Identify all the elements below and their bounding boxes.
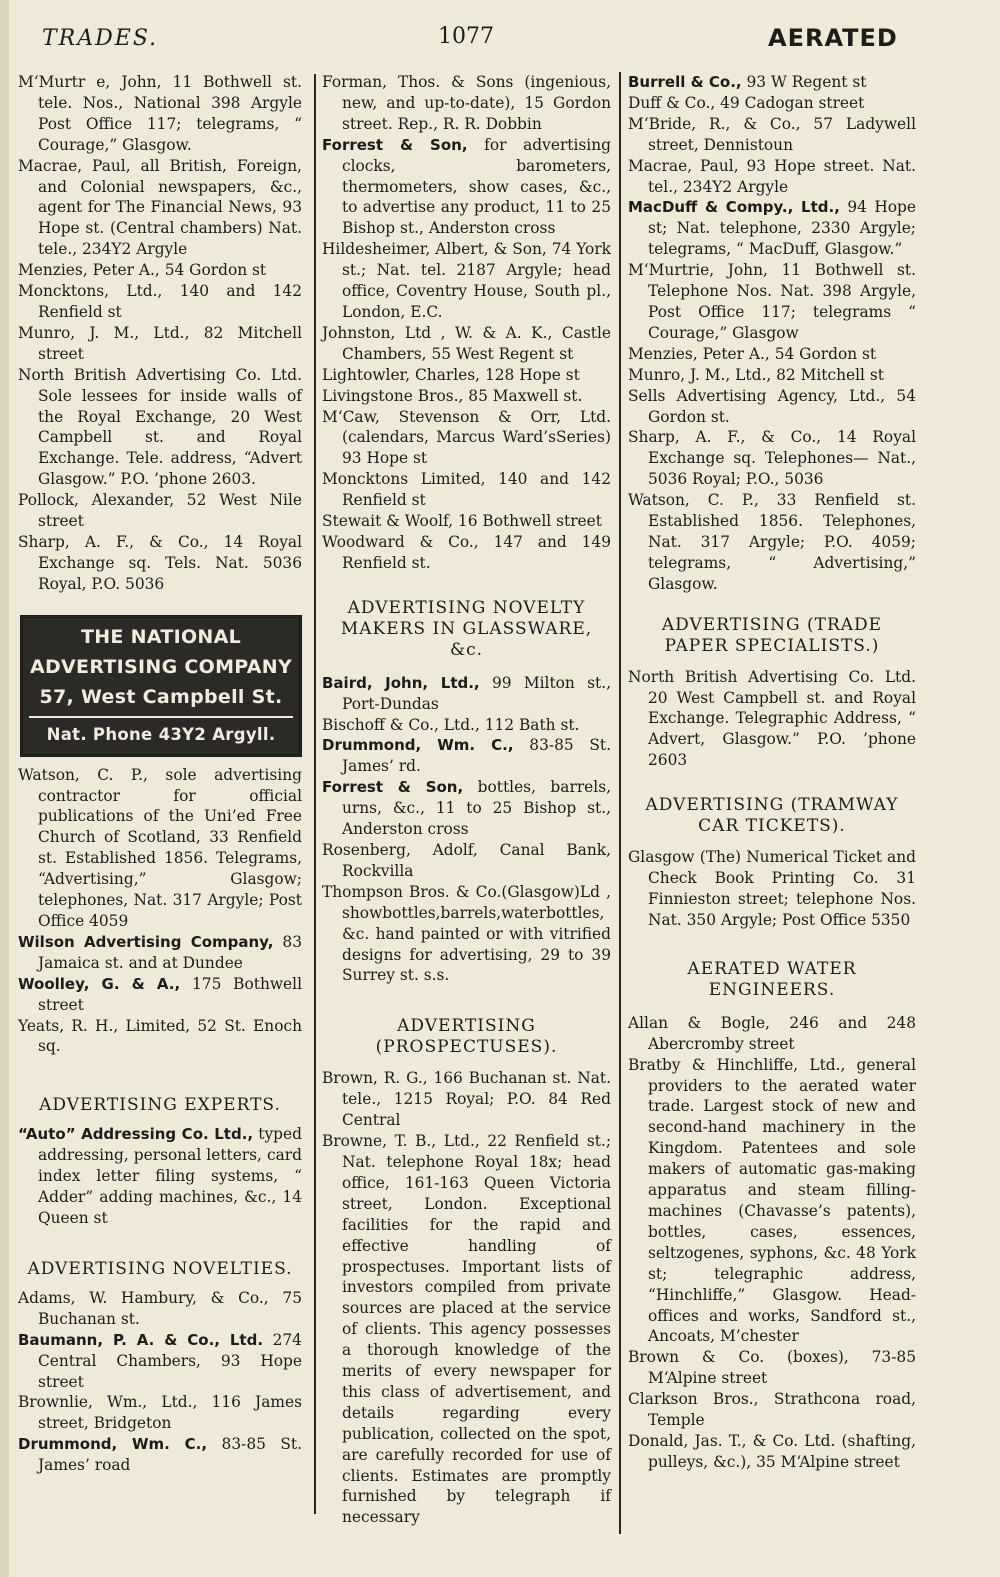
list-item: Clarkson Bros., Strathcona road, Temple [628,1390,916,1430]
list-item: Woodward & Co., 147 and 149 Renfield st. [322,532,611,572]
column-2 [322,72,611,1528]
column-divider-2 [619,72,621,1534]
entry-name: Drummond, Wm. C., [18,1435,208,1454]
list-item: Forman, Thos. & Sons (ingenious, new, and up-to-date), 15 Gordon street. Rep., R. R. Dobbin [322,73,611,133]
header-running-title: AERATED [768,24,898,52]
section-heading: ADVERTISING NOVELTIES. [27,1258,293,1279]
list-item [18,1330,302,1393]
list-item: Hildesheimer, Albert, & Son, 74 York st.; Nat. tel. 2187 Argyle; head office, Coventry House, South pl., London, E.C. [322,240,611,321]
list-item [18,1124,302,1229]
list-item: Johnston, Ltd , W. & A. K., Castle Chambers, 55 West Regent st [322,323,611,363]
page-margin [0,0,9,1577]
column-3 [628,72,916,1473]
list-item: Stewait & Woolf, 16 Bothwell street [322,512,602,531]
list-item: Allan & Bogle, 246 and 248 Abercromby street [628,1013,916,1053]
list-item: Watson, C. P., sole advertising contractor for official publications of the Uni’ed Free Church of Scotland, 33 Renfield st. Established 1856. Telegrams, “Advertising,” Glasgow; telephones, Nat. 317 Argyle; Post Office 4059 [18,765,302,930]
list-item: Watson, C. P., 33 Renfield st. Established 1856. Telephones, Nat. 317 Argyle; P.O. 4059; telegrams, “ Advertising,” Glasgow. [628,491,916,593]
entry-detail: 99 Milton st., Port-Dundas [342,673,611,713]
list-item [322,735,611,777]
section-heading: ADVERTISING (PROSPECTUSES). [375,1016,558,1058]
list-item [18,932,302,974]
list-item: Menzies, Peter A., 54 Gordon st [18,261,267,280]
entry-name: Forrest & Son, [322,778,464,797]
list-item [322,135,611,240]
entry-name: Wilson Advertising Company, [18,932,274,951]
ad-line: THE NATIONAL [80,625,242,648]
entry-detail: 83 Jamaica st. and at Dundee [38,932,302,972]
entry-name: Forrest & Son, [322,135,468,154]
list-item: Moncktons, Ltd., 140 and 142 Renfield st [18,282,302,321]
entry-detail: 274 Central Chambers, 93 Hope street [38,1330,302,1391]
column-divider-1 [314,74,316,1514]
entry-detail: bottles, barrels, urns, &c., 11 to 25 Bishop st., Anderston cross [342,778,611,839]
advertisement-box [20,615,302,757]
list-item: Moncktons Limited, 140 and 142 Renfield st [322,470,611,510]
entry-detail: 175 Bothwell street [38,974,302,1014]
list-item: Browne, T. B., Ltd., 22 Renfield st.; Nat. telephone Royal 18x; head office, 161-163 Queen Victoria street, London. Exceptional facilities for the rapid and effective handling of prospectuses. Important lists of investors compiled from private sources are placed at the service of clients. This agency possesses a thorough knowledge of the merits of every newspaper for this class of advertisement, and details regarding every publication, collected on the spot, are carefully recorded for use of clients. Estimates are promptly furnished by telegraph if necessary [322,1132,611,1527]
list-item: North British Advertising Co. Ltd. 20 West Campbell st. and Royal Exchange. Telegraphic Address, “ Advert, Glasgow.” P.O. ’phone 2603 [628,667,916,770]
list-item: Munro, J. M., Ltd., 82 Mitchell st [628,365,884,384]
list-item: Sharp, A. F., & Co., 14 Royal Exchange sq. Tels. Nat. 5036 Royal, P.O. 5036 [18,532,302,593]
list-item: Livingstone Bros., 85 Maxwell st. [322,386,583,405]
list-item: Pollock, Alexander, 52 West Nile street [18,491,302,531]
list-item: Thompson Bros. & Co.(Glasgow)Ld , showbottles,barrels,waterbottles, &c. hand painted or with vitrified designs for advertising, 29 to 39 Surrey st. s.s. [322,882,611,985]
list-item: Macrae, Paul, 93 Hope street. Nat. tel., 234Y2 Argyle [628,156,916,196]
list-item: M‘Murtrie, John, 11 Bothwell st. Telephone Nos. Nat. 398 Argyle, Post Office 117; telegrams “ Courage,” Glasgow [628,261,916,342]
entry-name: Baumann, P. A. & Co., Ltd. [18,1330,264,1349]
ad-line: ADVERTISING COMPANY [29,655,293,678]
section-heading: ADVERTISING EXPERTS. [39,1095,281,1116]
list-item: Duff & Co., 49 Cadogan street [628,93,865,112]
page-header [0,22,1000,58]
entry-detail: 93 W Regent st [741,73,867,91]
list-item: Rosenberg, Adolf, Canal Bank, Rockvilla [322,841,611,880]
ad-line: 57, West Campbell St. [39,685,283,708]
list-item: M‘Murtr e, John, 11 Bothwell st. tele. Nos., National 398 Argyle Post Office 117; telegrams, “ Courage,” Glasgow. [18,73,302,154]
list-item [322,777,611,840]
entry-name: “Auto” Addressing Co. Ltd., [18,1125,254,1144]
list-item: Glasgow (The) Numerical Ticket and Check Book Printing Co. 31 Finnieston street; telephone Nos. Nat. 350 Argyle; Post Office 5350 [628,848,916,929]
list-item [322,673,611,715]
entry-name: Drummond, Wm. C., [322,736,514,755]
list-item: Yeats, R. H., Limited, 52 St. Enoch sq. [18,1016,302,1056]
list-item: Bischoff & Co., Ltd., 112 Bath st. [322,715,580,734]
list-item: Macrae, Paul, all British, Foreign, and Colonial newspapers, &c., agent for The Financial News, 93 Hope st. (Central chambers) Nat. tele., 234Y2 Argyle [18,156,302,259]
entry-detail: for advertising clocks, barometers, thermometers, show cases, &c., to advertise any product, 11 to 25 Bishop st., Anderston cross [342,135,611,238]
list-item: M‘Bride, R., & Co., 57 Ladywell street, Dennistoun [628,114,916,154]
list-item: Bratby & Hinchliffe, Ltd., general providers to the aerated water trade. Largest stock of new and second-hand machinery in the Kingdom. Patentees and sole makers of automatic gas-making apparatus and steam filling-machines (Chavasse’s patents), bottles, cases, essences, seltzogenes, syphons, &c. 48 York st; telegraphic address, “Hinchliffe,” Glasgow. Head-offices and works, Sandford st., Ancoats, M’chester [628,1055,916,1346]
list-item: Brownlie, Wm., Ltd., 116 James street, Bridgeton [18,1393,302,1433]
list-item [628,72,916,93]
section-heading: ADVERTISING (TRADE PAPER SPECIALISTS.) [661,614,883,656]
entry-detail: typed addressing, personal letters, card index letter filing systems, “ Adder” adding machines, &c., 14 Queen st [38,1125,302,1227]
list-item: Brown & Co. (boxes), 73-85 M‘Alpine street [628,1348,916,1388]
section-heading: ADVERTISING (TRAMWAY CAR TICKETS). [645,795,899,837]
column-1 [18,72,302,1476]
list-item [18,974,302,1016]
entry-detail: 83-85 St. James’ rd. [342,736,611,776]
entry-name: MacDuff & Compy., Ltd., [628,198,840,217]
list-item: Brown, R. G., 166 Buchanan st. Nat. tele., 1215 Royal; P.O. 84 Red Central [322,1069,611,1130]
list-item: M‘Caw, Stevenson & Orr, Ltd. (calendars, Marcus Ward’sSeries) 93 Hope st [322,407,611,468]
entry-detail: 83-85 St. James’ road [38,1435,302,1475]
list-item [628,197,916,260]
list-item: Donald, Jas. T., & Co. Ltd. (shafting, pulleys, &c.), 35 M‘Alpine street [628,1431,916,1471]
ad-phone: Nat. Phone 43Y2 Argyll. [29,716,293,750]
list-item: North British Advertising Co. Ltd. Sole lessees for inside walls of the Royal Exchange, 20 West Campbell st. and Royal Exchange. Tele. address, “Advert Glasgow.” P.O. ’phone 2603. [18,365,302,489]
section-heading: AERATED WATER ENGINEERS. [687,958,857,1000]
list-item: Menzies, Peter A., 54 Gordon st [628,344,877,363]
list-item: Sells Advertising Agency, Ltd., 54 Gordon st. [628,386,916,426]
page-number: 1077 [438,24,494,49]
list-item: Sharp, A. F., & Co., 14 Royal Exchange sq. Telephones— Nat., 5036 Royal; P.O., 5036 [628,428,916,489]
entry-name: Burrell & Co., [628,73,742,91]
section-heading: ADVERTISING NOVELTY MAKERS IN GLASSWARE, &c. [340,597,593,660]
entry-name: Woolley, G. & A., [18,974,181,993]
list-item: Lightowler, Charles, 128 Hope st [322,365,580,384]
entry-detail: 94 Hope st; Nat. telephone, 2330 Argyle; telegrams, “ MacDuff, Glasgow.” [648,198,916,259]
entry-name: Baird, John, Ltd., [322,673,480,692]
list-item: Munro, J. M., Ltd., 82 Mitchell street [18,323,302,363]
header-section-title: TRADES. [42,26,159,51]
list-item: Adams, W. Hambury, & Co., 75 Buchanan st. [18,1288,302,1328]
list-item [18,1434,302,1476]
